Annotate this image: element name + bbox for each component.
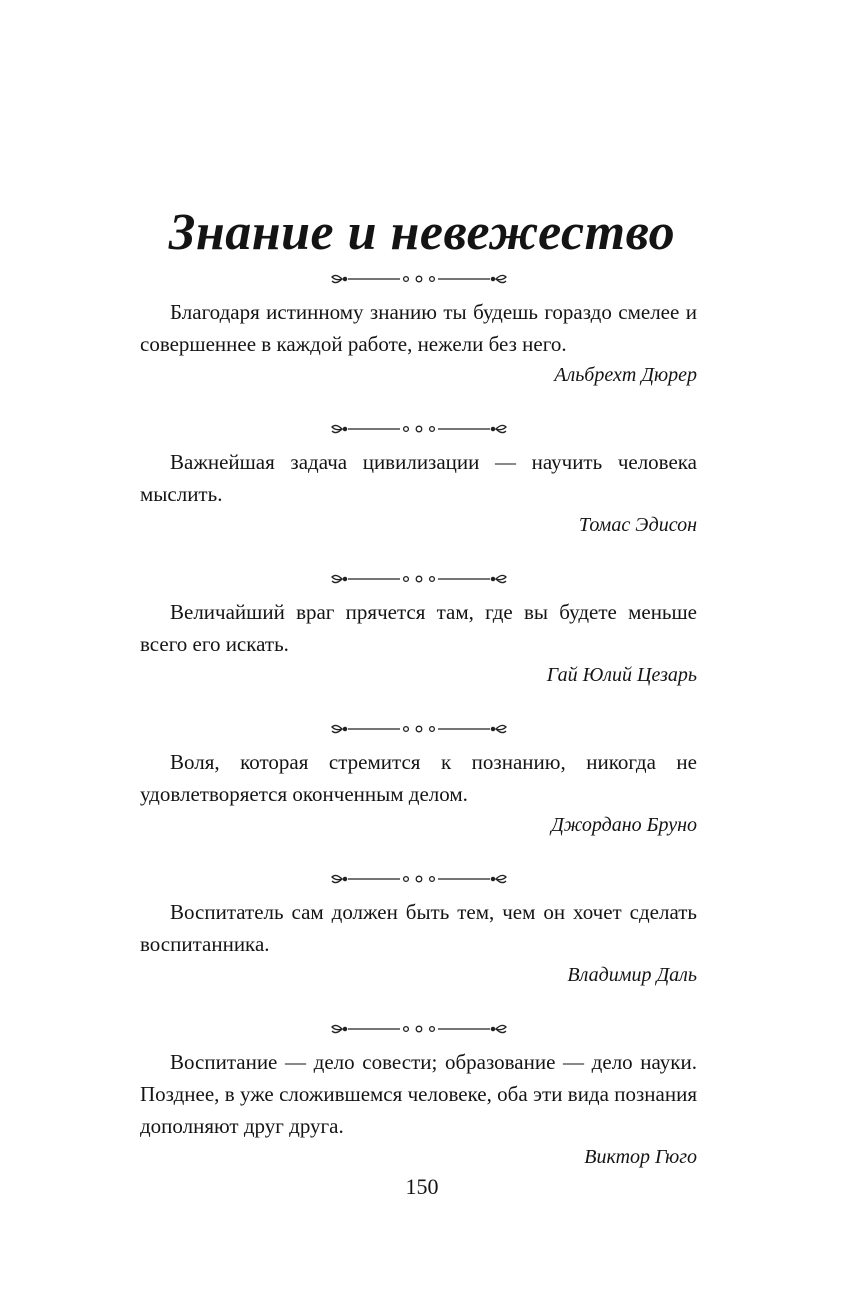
quote-block [140,718,697,868]
quote-text: Воспитатель сам должен быть тем, чем он хочет сделать воспитанника. [140,900,697,956]
quote-author: Джордано Бруно [551,814,697,836]
floral-divider-icon [324,868,514,890]
quote-text: Важнейшая задача цивилизации — научить человека мыслить. [140,450,697,506]
floral-divider-icon [324,568,514,590]
quote-author: Гай Юлий Цезарь [546,664,697,686]
quote-block [140,418,697,568]
quote-block [140,868,697,1018]
page-title: Знание и невежество [168,203,676,261]
quote-list [140,268,697,1188]
floral-divider-icon [324,268,514,290]
quote-author: Владимир Даль [567,964,697,986]
page-number: 150 [405,1174,439,1199]
quote-text: Величайший враг прячется там, где вы будете меньше всего его искать. [140,600,697,656]
quote-author: Томас Эдисон [578,514,697,536]
quote-block [140,268,697,418]
quote-text: Благодаря истинному знанию ты будешь гораздо смелее и совершеннее в каждой работе, нежели без него. [140,300,697,356]
floral-divider-icon [324,1018,514,1040]
quote-block [140,568,697,718]
floral-divider-icon [324,718,514,740]
quote-block [140,1018,697,1188]
quote-author: Виктор Гюго [584,1146,697,1168]
quote-author: Альбрехт Дюрер [554,364,697,386]
floral-divider-icon [324,418,514,440]
quote-text: Воспитание — дело совести; образование — дело науки. Позднее, в уже сложившемся человеке, оба эти вида познания дополняют друг друга. [140,1050,697,1138]
quote-text: Воля, которая стремится к познанию, никогда не удовлетворяется оконченным делом. [140,750,697,806]
